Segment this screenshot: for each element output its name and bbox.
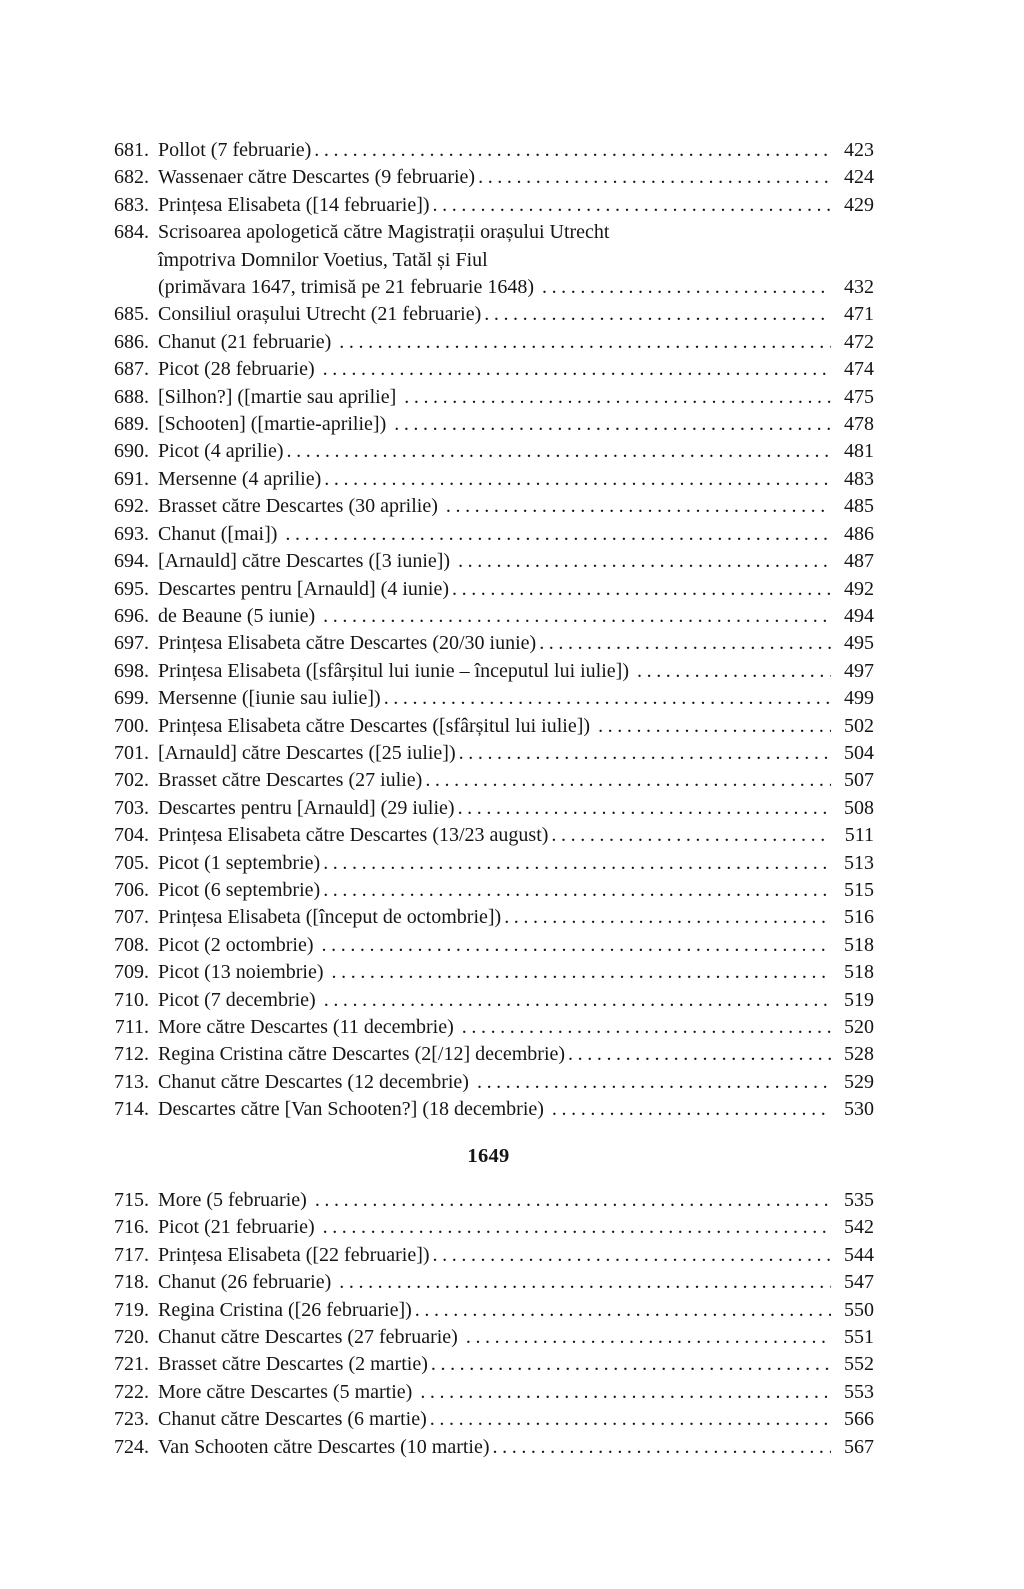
toc-entry-line bbox=[103, 274, 874, 301]
dot-leader bbox=[285, 521, 831, 548]
dot-leader bbox=[551, 822, 831, 849]
entry-page-number: 495 bbox=[844, 632, 874, 655]
entry-number: 719. bbox=[114, 1298, 149, 1321]
entry-title: Picot (2 octombrie) bbox=[158, 933, 319, 956]
dot-leader bbox=[477, 1069, 831, 1096]
entry-title: Prințesa Elisabeta către Descartes ([sfârșitul lui iulie]) bbox=[158, 714, 596, 737]
toc-entry bbox=[103, 1297, 874, 1324]
entry-title: [Schooten] ([martie-aprilie]) bbox=[158, 413, 392, 436]
toc-entry-line bbox=[103, 658, 874, 685]
entry-page-number: 504 bbox=[844, 741, 874, 764]
toc-entry-line bbox=[103, 438, 874, 465]
toc-entry-line bbox=[103, 384, 874, 411]
entry-number: 698. bbox=[114, 659, 149, 682]
entry-page-number: 492 bbox=[844, 577, 874, 600]
dot-leader bbox=[462, 1014, 831, 1041]
entry-title: de Beaune (5 iunie) bbox=[158, 604, 321, 627]
entry-page-number: 566 bbox=[844, 1408, 874, 1431]
entry-number: 718. bbox=[114, 1271, 149, 1294]
section-year-heading: 1649 bbox=[467, 1144, 510, 1167]
toc-entry-line bbox=[103, 630, 874, 657]
toc-entry bbox=[103, 576, 874, 603]
entry-page-number: 553 bbox=[844, 1380, 874, 1403]
toc-entry bbox=[103, 877, 874, 904]
entry-number: 682. bbox=[114, 166, 149, 189]
toc-entry bbox=[103, 548, 874, 575]
toc-entry bbox=[103, 1242, 874, 1269]
entry-title: Chanut (26 februarie) bbox=[158, 1271, 337, 1294]
toc-entry-line bbox=[103, 713, 874, 740]
entry-number: 706. bbox=[114, 878, 149, 901]
toc-entry bbox=[103, 658, 874, 685]
entry-page-number: 475 bbox=[844, 385, 874, 408]
entry-number: 686. bbox=[114, 330, 149, 353]
toc-entry bbox=[103, 603, 874, 630]
toc-entry bbox=[103, 1069, 874, 1096]
toc-entry bbox=[103, 137, 874, 164]
entry-title: împotriva Domnilor Voetius, Tatăl și Fiul bbox=[158, 248, 488, 271]
entry-page-number: 472 bbox=[844, 330, 874, 353]
entry-page-number: 516 bbox=[844, 906, 874, 929]
toc-entry bbox=[103, 795, 874, 822]
dot-leader bbox=[323, 850, 831, 877]
dot-leader bbox=[430, 1406, 831, 1433]
entry-number: 692. bbox=[114, 495, 149, 518]
entry-page-number: 547 bbox=[844, 1271, 874, 1294]
entry-page-number: 520 bbox=[844, 1016, 874, 1038]
entry-page-number: 502 bbox=[844, 714, 874, 737]
toc-entry bbox=[103, 1214, 874, 1241]
entry-number: 681. bbox=[114, 139, 149, 161]
toc-section bbox=[103, 137, 874, 1124]
entry-page-number: 530 bbox=[844, 1098, 874, 1121]
entry-number: 722. bbox=[114, 1380, 149, 1403]
entry-title: Picot (13 noiembrie) bbox=[158, 961, 329, 984]
dot-leader bbox=[404, 384, 831, 411]
entry-number: 712. bbox=[114, 1043, 149, 1066]
dot-leader bbox=[420, 1379, 831, 1406]
toc-entry-line bbox=[103, 1069, 874, 1096]
toc-entry-line bbox=[103, 987, 874, 1014]
entry-title: More (5 februarie) bbox=[158, 1189, 312, 1212]
toc-entry-line bbox=[103, 576, 874, 603]
entry-number: 699. bbox=[114, 687, 149, 710]
entry-page-number: 478 bbox=[844, 413, 874, 436]
toc-entry bbox=[103, 438, 874, 465]
dot-leader bbox=[433, 192, 831, 219]
toc-entry-line bbox=[103, 301, 874, 328]
entry-title: Descartes către [Van Schooten?] (18 decembrie) bbox=[158, 1098, 549, 1121]
toc-entry-line bbox=[103, 822, 874, 849]
dot-leader bbox=[332, 959, 831, 986]
dot-leader bbox=[431, 1351, 831, 1378]
entry-number: 717. bbox=[114, 1243, 149, 1266]
toc-entry-line bbox=[103, 356, 874, 383]
toc-entry-line bbox=[103, 219, 874, 246]
toc-entry-line bbox=[103, 137, 874, 164]
toc-entry-line bbox=[103, 329, 874, 356]
toc-entry-line bbox=[103, 740, 874, 767]
toc-entry-line bbox=[103, 521, 874, 548]
toc-entry bbox=[103, 1406, 874, 1433]
toc-entry-line bbox=[103, 1434, 874, 1461]
entry-title: Prințesa Elisabeta către Descartes (20/30 iunie) bbox=[158, 632, 537, 655]
entry-title: Picot (1 septembrie) bbox=[158, 851, 321, 874]
entry-number: 715. bbox=[114, 1189, 149, 1212]
toc-entry-line bbox=[103, 1406, 874, 1433]
entry-number: 710. bbox=[114, 988, 149, 1011]
entry-number: 700. bbox=[114, 714, 149, 737]
entry-page-number: 429 bbox=[844, 193, 874, 216]
dot-leader bbox=[637, 658, 831, 685]
dot-leader bbox=[323, 1214, 831, 1241]
toc-entry-line bbox=[103, 1041, 874, 1068]
entry-title: Scrisoarea apologetică către Magistrații orașului Utrecht bbox=[158, 221, 610, 244]
entry-page-number: 423 bbox=[844, 139, 874, 161]
entry-title: Regina Cristina către Descartes (2[/12] decembrie) bbox=[158, 1043, 566, 1066]
dot-leader bbox=[324, 466, 831, 493]
entry-number: 701. bbox=[114, 741, 149, 764]
entry-title: More către Descartes (11 decembrie) bbox=[158, 1016, 459, 1038]
toc-entry bbox=[103, 740, 874, 767]
toc-entry-line bbox=[103, 1324, 874, 1351]
toc-entry bbox=[103, 329, 874, 356]
dot-leader bbox=[384, 685, 831, 712]
dot-leader bbox=[433, 1242, 831, 1269]
dot-leader bbox=[542, 274, 831, 301]
dot-leader bbox=[394, 411, 831, 438]
dot-leader bbox=[314, 137, 831, 164]
toc-entry-line bbox=[103, 1351, 874, 1378]
toc-entry bbox=[103, 959, 874, 986]
toc-entry-line bbox=[103, 767, 874, 794]
dot-leader bbox=[323, 603, 831, 630]
entry-number: 693. bbox=[114, 522, 149, 545]
entry-page-number: 544 bbox=[844, 1243, 874, 1266]
dot-leader bbox=[287, 438, 831, 465]
entry-title: More către Descartes (5 martie) bbox=[158, 1380, 418, 1403]
toc-entry bbox=[103, 1187, 874, 1214]
entry-title: Consiliul orașului Utrecht (21 februarie) bbox=[158, 303, 482, 326]
entry-number: 711. bbox=[114, 1016, 149, 1038]
entry-title: Picot (28 februarie) bbox=[158, 358, 320, 381]
entry-page-number: 518 bbox=[844, 933, 874, 956]
entry-title: Brasset către Descartes (27 iulie) bbox=[158, 769, 423, 792]
toc-entry bbox=[103, 1096, 874, 1123]
entry-page-number: 432 bbox=[844, 276, 874, 299]
dot-leader bbox=[484, 301, 831, 328]
entry-page-number: 518 bbox=[844, 961, 874, 984]
entry-page-number: 528 bbox=[844, 1043, 874, 1066]
entry-title: Picot (7 decembrie) bbox=[158, 988, 321, 1011]
toc-entry-line bbox=[103, 466, 874, 493]
entry-page-number: 535 bbox=[844, 1189, 874, 1212]
entry-page-number: 481 bbox=[844, 440, 874, 463]
toc-entry-line bbox=[103, 1242, 874, 1269]
entry-number: 716. bbox=[114, 1216, 149, 1239]
toc-entry bbox=[103, 493, 874, 520]
dot-leader bbox=[504, 904, 831, 931]
toc-entry-line bbox=[103, 959, 874, 986]
dot-leader bbox=[339, 329, 831, 356]
entry-number: 703. bbox=[114, 796, 149, 819]
entry-title: (primăvara 1647, trimisă pe 21 februarie 1648) bbox=[158, 276, 539, 299]
entry-title: Prințesa Elisabeta ([început de octombrie]) bbox=[158, 906, 502, 929]
toc bbox=[103, 137, 874, 1461]
toc-entry-line bbox=[103, 1096, 874, 1123]
toc-entry bbox=[103, 164, 874, 191]
toc-entry-line bbox=[103, 1014, 874, 1041]
entry-page-number: 487 bbox=[844, 550, 874, 573]
entry-title: Prințesa Elisabeta ([22 februarie]) bbox=[158, 1243, 430, 1266]
entry-number: 688. bbox=[114, 385, 149, 408]
entry-title: Van Schooten către Descartes (10 martie) bbox=[158, 1435, 490, 1458]
toc-entry bbox=[103, 192, 874, 219]
dot-leader bbox=[324, 987, 831, 1014]
entry-page-number: 551 bbox=[844, 1326, 874, 1349]
entry-title: Mersenne (4 aprilie) bbox=[158, 467, 322, 490]
toc-section bbox=[103, 1143, 874, 1461]
dot-leader bbox=[568, 1041, 831, 1068]
toc-entry bbox=[103, 685, 874, 712]
entry-title: Chanut către Descartes (6 martie) bbox=[158, 1408, 427, 1431]
entry-number: 683. bbox=[114, 193, 149, 216]
entry-title: [Arnauld] către Descartes ([3 iunie]) bbox=[158, 550, 456, 573]
toc-entry bbox=[103, 1434, 874, 1461]
toc-entry-line bbox=[103, 877, 874, 904]
toc-entry bbox=[103, 219, 874, 301]
entry-title: [Silhon?] ([martie sau aprilie] bbox=[158, 385, 402, 408]
toc-entry bbox=[103, 713, 874, 740]
entry-number: 685. bbox=[114, 303, 149, 326]
dot-leader bbox=[478, 164, 831, 191]
toc-entry bbox=[103, 301, 874, 328]
entry-number: 724. bbox=[114, 1435, 149, 1458]
toc-entry-line bbox=[103, 493, 874, 520]
entry-page-number: 529 bbox=[844, 1070, 874, 1093]
toc-entry-line bbox=[103, 795, 874, 822]
entry-number: 690. bbox=[114, 440, 149, 463]
entry-page-number: 567 bbox=[844, 1435, 874, 1458]
toc-entry-line bbox=[103, 1269, 874, 1296]
entry-number: 714. bbox=[114, 1098, 149, 1121]
entry-page-number: 499 bbox=[844, 687, 874, 710]
dot-leader bbox=[552, 1096, 831, 1123]
toc-entry-line bbox=[103, 164, 874, 191]
toc-entry-line bbox=[103, 1379, 874, 1406]
entry-number: 697. bbox=[114, 632, 149, 655]
entry-page-number: 515 bbox=[844, 878, 874, 901]
entry-number: 695. bbox=[114, 577, 149, 600]
toc-entry bbox=[103, 1269, 874, 1296]
dot-leader bbox=[446, 493, 831, 520]
toc-entry bbox=[103, 904, 874, 931]
toc-entry bbox=[103, 1041, 874, 1068]
entry-page-number: 474 bbox=[844, 358, 874, 381]
entry-page-number: 542 bbox=[844, 1216, 874, 1239]
toc-entry bbox=[103, 1324, 874, 1351]
toc-entry-line bbox=[103, 1187, 874, 1214]
entry-page-number: 508 bbox=[844, 796, 874, 819]
entry-page-number: 497 bbox=[844, 659, 874, 682]
entry-number: 705. bbox=[114, 851, 149, 874]
entry-number: 684. bbox=[114, 221, 149, 244]
toc-entry-line bbox=[103, 548, 874, 575]
toc-entry bbox=[103, 932, 874, 959]
entry-page-number: 552 bbox=[844, 1353, 874, 1376]
entry-title: Descartes pentru [Arnauld] (4 iunie) bbox=[158, 577, 449, 600]
entry-title: Mersenne ([iunie sau iulie]) bbox=[158, 687, 381, 710]
entry-page-number: 483 bbox=[844, 467, 874, 490]
toc-entry bbox=[103, 384, 874, 411]
entry-number: 709. bbox=[114, 961, 149, 984]
dot-leader bbox=[415, 1297, 831, 1324]
entry-page-number: 507 bbox=[844, 769, 874, 792]
entry-number: 689. bbox=[114, 413, 149, 436]
dot-leader bbox=[323, 877, 831, 904]
entry-title: Descartes pentru [Arnauld] (29 iulie) bbox=[158, 796, 455, 819]
entry-number: 704. bbox=[114, 824, 149, 847]
entry-number: 707. bbox=[114, 906, 149, 929]
toc-entry bbox=[103, 630, 874, 657]
entry-title: Regina Cristina ([26 februarie]) bbox=[158, 1298, 412, 1321]
toc-entry bbox=[103, 466, 874, 493]
entry-page-number: 424 bbox=[844, 166, 874, 189]
toc-entry bbox=[103, 767, 874, 794]
entry-page-number: 485 bbox=[844, 495, 874, 518]
entry-number: 723. bbox=[114, 1408, 149, 1431]
entry-title: [Arnauld] către Descartes ([25 iulie]) bbox=[158, 741, 456, 764]
entry-title: Chanut (21 februarie) bbox=[158, 330, 337, 353]
toc-entry-line bbox=[103, 904, 874, 931]
entry-title: Picot (4 aprilie) bbox=[158, 440, 284, 463]
entry-number: 721. bbox=[114, 1353, 149, 1376]
entry-page-number: 486 bbox=[844, 522, 874, 545]
toc-entry bbox=[103, 521, 874, 548]
toc-entry bbox=[103, 987, 874, 1014]
dot-leader bbox=[493, 1434, 831, 1461]
toc-entry bbox=[103, 1379, 874, 1406]
entry-number: 713. bbox=[114, 1070, 149, 1093]
entry-title: Brasset către Descartes (30 aprilie) bbox=[158, 495, 443, 518]
entry-title: Prințesa Elisabeta ([14 februarie]) bbox=[158, 193, 430, 216]
toc-entry-line bbox=[103, 685, 874, 712]
dot-leader bbox=[459, 740, 831, 767]
dot-leader bbox=[425, 767, 831, 794]
toc-entry-line bbox=[103, 1214, 874, 1241]
dot-leader bbox=[466, 1324, 831, 1351]
toc-entry-line bbox=[103, 247, 874, 274]
entry-title: Wassenaer către Descartes (9 februarie) bbox=[158, 166, 476, 189]
dot-leader bbox=[315, 1187, 831, 1214]
entry-page-number: 550 bbox=[844, 1298, 874, 1321]
toc-entry bbox=[103, 411, 874, 438]
entry-title: Chanut către Descartes (12 decembrie) bbox=[158, 1070, 474, 1093]
dot-leader bbox=[539, 630, 831, 657]
toc-entry-line bbox=[103, 932, 874, 959]
entry-page-number: 511 bbox=[844, 824, 874, 847]
entry-title: Picot (21 februarie) bbox=[158, 1216, 320, 1239]
entry-title: Pollot (7 februarie) bbox=[158, 139, 312, 161]
entry-number: 696. bbox=[114, 604, 149, 627]
entry-page-number: 513 bbox=[844, 851, 874, 874]
toc-entry-line bbox=[103, 411, 874, 438]
entry-title: Prințesa Elisabeta către Descartes (13/23 august) bbox=[158, 824, 549, 847]
toc-entry bbox=[103, 1014, 874, 1041]
entry-title: Brasset către Descartes (2 martie) bbox=[158, 1353, 428, 1376]
dot-leader bbox=[323, 356, 831, 383]
entry-page-number: 494 bbox=[844, 604, 874, 627]
toc-entry-line bbox=[103, 850, 874, 877]
dot-leader bbox=[598, 713, 831, 740]
entry-title: Chanut ([mai]) bbox=[158, 522, 283, 545]
dot-leader bbox=[322, 932, 831, 959]
toc-entry bbox=[103, 850, 874, 877]
dot-leader bbox=[339, 1269, 831, 1296]
entry-number: 691. bbox=[114, 467, 149, 490]
entry-page-number: 471 bbox=[844, 303, 874, 326]
toc-entry-line bbox=[103, 192, 874, 219]
toc-entry-line bbox=[103, 1297, 874, 1324]
dot-leader bbox=[458, 548, 831, 575]
entry-number: 708. bbox=[114, 933, 149, 956]
entry-title: Prințesa Elisabeta ([sfârșitul lui iunie – începutul lui iulie]) bbox=[158, 659, 634, 682]
entry-page-number: 519 bbox=[844, 988, 874, 1011]
dot-leader bbox=[452, 576, 831, 603]
entry-title: Picot (6 septembrie) bbox=[158, 878, 321, 901]
toc-entry bbox=[103, 356, 874, 383]
toc-entry bbox=[103, 822, 874, 849]
entry-number: 720. bbox=[114, 1326, 149, 1349]
toc-entry-line bbox=[103, 603, 874, 630]
entry-number: 687. bbox=[114, 358, 149, 381]
dot-leader bbox=[458, 795, 831, 822]
entry-title: Chanut către Descartes (27 februarie) bbox=[158, 1326, 463, 1349]
entry-number: 702. bbox=[114, 769, 149, 792]
entry-number: 694. bbox=[114, 550, 149, 573]
toc-entry bbox=[103, 1351, 874, 1378]
